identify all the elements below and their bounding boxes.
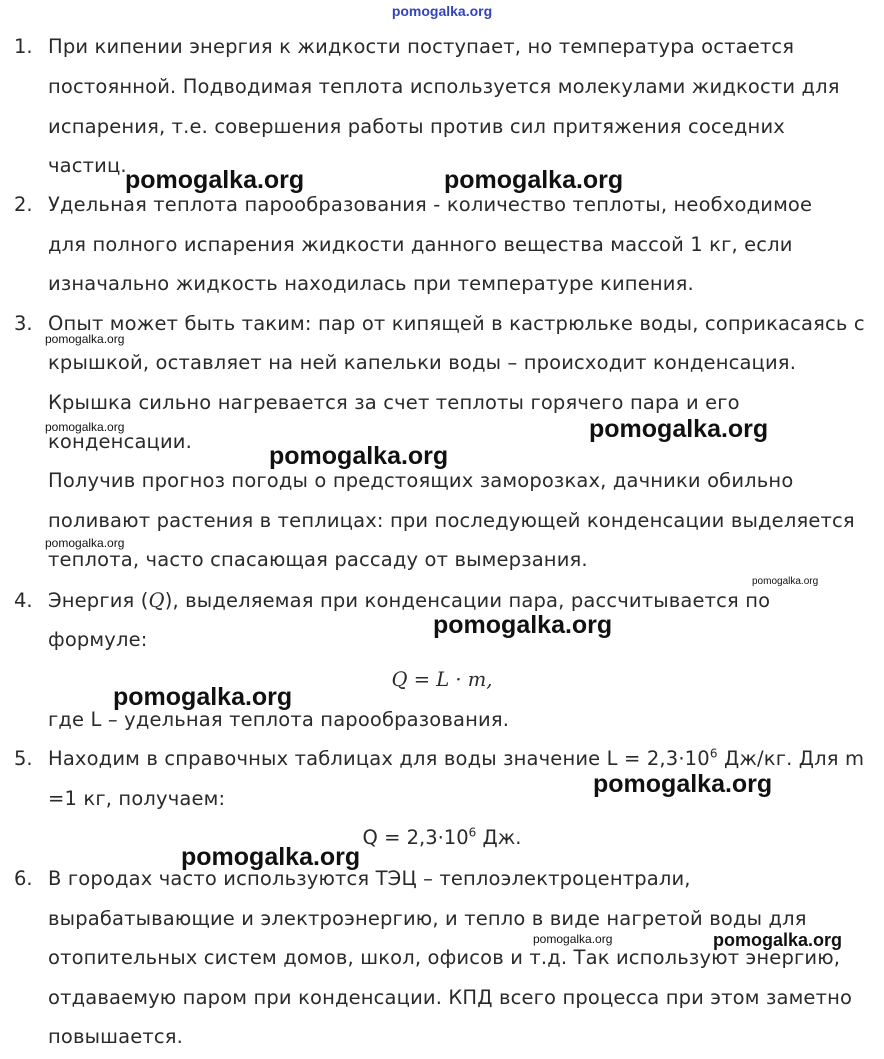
item-line: испарения, т.е. совершения работы против сил притяжения соседних — [48, 115, 785, 138]
item-line: Крышка сильно нагревается за счет теплоты горячего пара и его — [48, 391, 740, 414]
item-line: конденсации. — [48, 430, 192, 453]
watermark: pomogalka.org — [45, 332, 125, 346]
item-number: 6. — [14, 867, 33, 890]
watermark: pomogalka.org — [269, 442, 449, 470]
watermark: pomogalka.org — [589, 415, 769, 443]
text-segment: Находим в справочных таблицах для воды значение L = 2,3·10 — [48, 747, 710, 770]
formula: Q = L · m, — [391, 668, 493, 691]
item-line: изначально жидкость находилась при температуре кипения. — [48, 272, 694, 295]
result-formula — [0, 826, 884, 849]
watermark: pomogalka.org — [45, 420, 125, 434]
item-line: =1 кг, получаем: — [48, 787, 226, 810]
item-number: 1. — [14, 35, 33, 58]
item-line: поливают растения в теплицах: при последующей конденсации выделяется — [48, 509, 855, 532]
watermark: pomogalka.org — [713, 930, 843, 950]
watermark: pomogalka.org — [433, 611, 613, 639]
exponent: 6 — [468, 825, 477, 840]
item-line: Получив прогноз погоды о предстоящих заморозках, дачники обильно — [48, 469, 794, 492]
watermark: pomogalka.org — [752, 576, 819, 587]
item-line: При кипении энергия к жидкости поступает, но температура остается — [48, 35, 795, 58]
item-line — [48, 747, 864, 770]
item-line: крышкой, оставляет на ней капельки воды – происходит конденсация. — [48, 351, 797, 374]
watermark: pomogalka.org — [533, 932, 613, 946]
item-number: 4. — [14, 589, 33, 612]
item-number: 5. — [14, 747, 33, 770]
item-line: отдаваемую паром при конденсации. КПД всего процесса при этом заметно — [48, 986, 853, 1009]
item-line: теплота, часто спасающая рассаду от вымерзания. — [48, 548, 588, 571]
exponent: 6 — [709, 746, 718, 761]
text-segment: Дж/кг. Для m — [717, 747, 865, 770]
item-line: повышается. — [48, 1025, 184, 1048]
item-line: отопительных систем домов, школ, офисов и т.д. Так используют энергию, — [48, 946, 841, 969]
watermark: pomogalka.org — [125, 166, 305, 194]
item-line: вырабатывающие и электроэнергию, и тепло в виде нагретой воды для — [48, 907, 807, 930]
item-line: для полного испарения жидкости данного вещества массой 1 кг, если — [48, 233, 793, 256]
math-variable: Q — [148, 589, 165, 612]
item-number: 3. — [14, 312, 33, 335]
item-line — [48, 589, 770, 612]
watermark: pomogalka.org — [444, 166, 624, 194]
item-line: частиц. — [48, 154, 127, 177]
watermark: pomogalka.org — [113, 683, 293, 711]
text-segment: ), выделяемая при конденсации пара, рассчитывается по — [164, 589, 771, 612]
watermark: pomogalka.org — [593, 770, 773, 798]
item-line: постоянной. Подводимая теплота используется молекулами жидкости для — [48, 75, 840, 98]
item-line: Удельная теплота парообразования - количество теплоты, необходимое — [48, 193, 813, 216]
item-line: Опыт может быть таким: пар от кипящей в кастрюльке воды, соприкасаясь с — [48, 312, 865, 335]
item-line: В городах часто используются ТЭЦ – теплоэлектроцентрали, — [48, 867, 691, 890]
text-segment: Дж. — [476, 826, 522, 849]
text-segment: Q = 2,3·10 — [362, 826, 469, 849]
watermark: pomogalka.org — [45, 536, 125, 550]
text-segment: Энергия ( — [48, 589, 149, 612]
watermark: pomogalka.org — [181, 843, 361, 871]
item-line: формуле: — [48, 628, 148, 651]
item-line: где L – удельная теплота парообразования. — [48, 708, 510, 731]
header-watermark: pomogalka.org — [391, 3, 493, 19]
item-number: 2. — [14, 193, 33, 216]
